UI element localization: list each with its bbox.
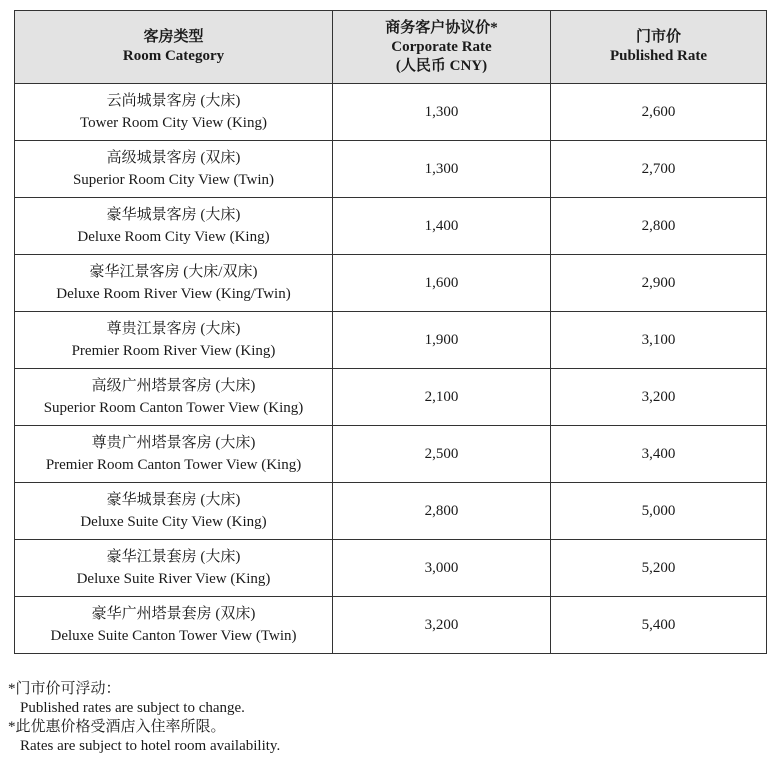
room-name-cn: 豪华江景客房 (大床/双床) xyxy=(89,264,258,280)
room-name-cn: 尊贵广州塔景客房 (大床) xyxy=(91,435,256,451)
corporate-rate-cell: 2,500 xyxy=(333,426,551,483)
header-room-category xyxy=(15,11,333,84)
table-row xyxy=(15,255,767,312)
room-name-en: Premier Room River View (King) xyxy=(71,343,276,359)
table-row xyxy=(15,540,767,597)
published-rate-cell: 3,400 xyxy=(551,426,767,483)
header-published-rate-cn: 门市价 xyxy=(635,29,681,45)
room-rate-table xyxy=(14,10,767,654)
table-body xyxy=(15,84,767,654)
room-name-en: Deluxe Suite River View (King) xyxy=(76,571,271,587)
room-name-en: Superior Room Canton Tower View (King) xyxy=(43,400,304,416)
footnote-line: *门市价可浮动： xyxy=(8,681,121,697)
footnote-line: *此优惠价格受酒店入住率所限。 xyxy=(8,719,226,735)
room-name-en: Superior Room City View (Twin) xyxy=(72,172,275,188)
published-rate-cell: 3,200 xyxy=(551,369,767,426)
table-row xyxy=(15,141,767,198)
room-category-cell xyxy=(15,198,333,255)
table-row xyxy=(15,597,767,654)
room-category-cell xyxy=(15,540,333,597)
room-category-cell xyxy=(15,255,333,312)
room-name-cn: 豪华城景客房 (大床) xyxy=(106,207,241,223)
room-name-en: Deluxe Suite Canton Tower View (Twin) xyxy=(50,628,297,644)
room-name-en: Deluxe Room River View (King/Twin) xyxy=(56,286,291,302)
corporate-rate-cell: 2,100 xyxy=(333,369,551,426)
table-row xyxy=(15,84,767,141)
room-name-cn: 云尚城景客房 (大床) xyxy=(106,93,241,109)
footnotes xyxy=(8,680,768,756)
corporate-rate-cell: 3,000 xyxy=(333,540,551,597)
header-room-category-cn: 客房类型 xyxy=(143,29,204,45)
table-row xyxy=(15,369,767,426)
room-name-cn: 豪华广州塔景套房 (双床) xyxy=(91,606,256,622)
room-name-en: Deluxe Room City View (King) xyxy=(77,229,270,245)
room-name-cn: 高级广州塔景客房 (大床) xyxy=(91,378,256,394)
header-corporate-rate-en: Corporate Rate xyxy=(391,38,492,55)
room-category-cell xyxy=(15,483,333,540)
corporate-rate-cell: 1,300 xyxy=(333,141,551,198)
published-rate-cell: 3,100 xyxy=(551,312,767,369)
table-row xyxy=(15,198,767,255)
room-name-en: Deluxe Suite City View (King) xyxy=(80,514,267,530)
corporate-rate-cell: 1,300 xyxy=(333,84,551,141)
table-header-row xyxy=(15,11,767,84)
header-room-category-en: Room Category xyxy=(122,48,225,64)
room-name-en: Premier Room Canton Tower View (King) xyxy=(45,457,302,473)
published-rate-cell: 2,600 xyxy=(551,84,767,141)
room-category-cell xyxy=(15,426,333,483)
footnote-line: Rates are subject to hotel room availability. xyxy=(20,738,281,754)
room-category-cell xyxy=(15,141,333,198)
published-rate-cell: 5,000 xyxy=(551,483,767,540)
published-rate-cell: 2,700 xyxy=(551,141,767,198)
room-category-cell xyxy=(15,312,333,369)
header-published-rate-en: Published Rate xyxy=(609,48,708,64)
corporate-rate-cell: 1,600 xyxy=(333,255,551,312)
room-name-cn: 豪华城景套房 (大床) xyxy=(106,492,241,508)
table-row xyxy=(15,426,767,483)
published-rate-cell: 2,900 xyxy=(551,255,767,312)
header-corporate-rate-currency: (人民币 CNY) xyxy=(395,57,488,74)
room-name-en: Tower Room City View (King) xyxy=(80,115,267,131)
header-corporate-rate-cn: 商务客户协议价* xyxy=(385,19,498,36)
corporate-rate-cell: 1,400 xyxy=(333,198,551,255)
header-published-rate xyxy=(551,11,767,84)
published-rate-cell: 5,200 xyxy=(551,540,767,597)
published-rate-cell: 2,800 xyxy=(551,198,767,255)
published-rate-cell: 5,400 xyxy=(551,597,767,654)
corporate-rate-cell: 2,800 xyxy=(333,483,551,540)
room-name-cn: 高级城景客房 (双床) xyxy=(106,150,241,166)
room-name-cn: 尊贵江景客房 (大床) xyxy=(106,321,241,337)
corporate-rate-cell: 1,900 xyxy=(333,312,551,369)
table-row xyxy=(15,483,767,540)
room-category-cell xyxy=(15,369,333,426)
header-corporate-rate xyxy=(333,11,551,84)
room-category-cell xyxy=(15,84,333,141)
footnote-line: Published rates are subject to change. xyxy=(20,700,245,716)
corporate-rate-cell: 3,200 xyxy=(333,597,551,654)
table-row xyxy=(15,312,767,369)
room-name-cn: 豪华江景套房 (大床) xyxy=(106,549,241,565)
room-category-cell xyxy=(15,597,333,654)
